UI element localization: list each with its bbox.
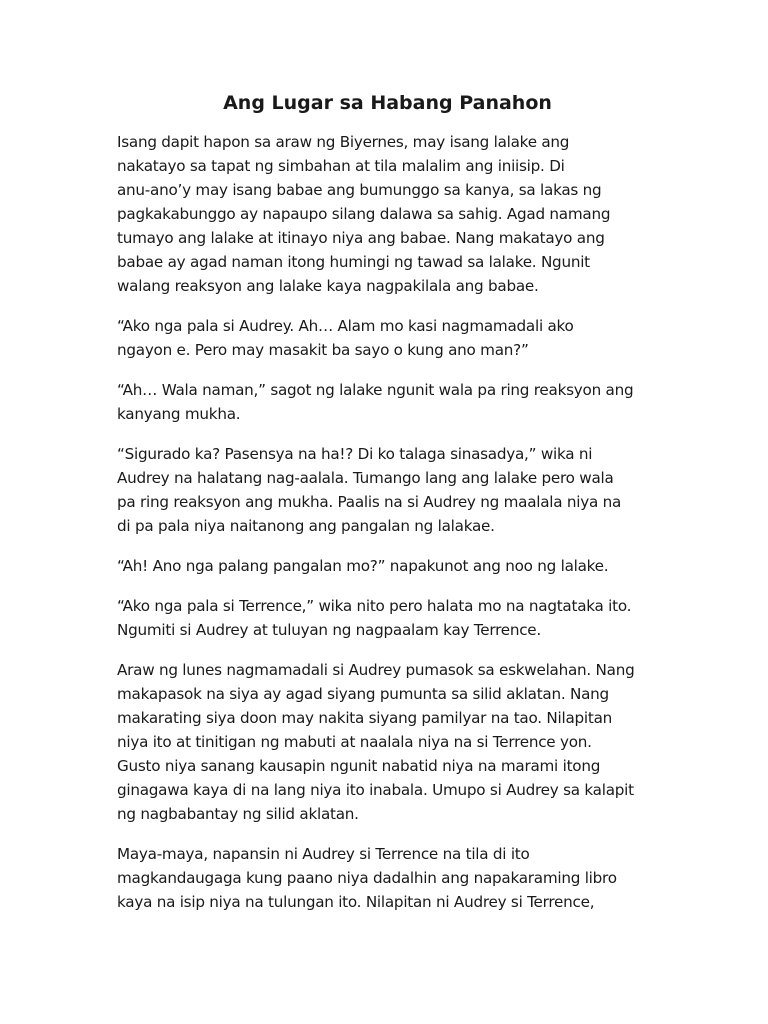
paragraph-line: Gusto niya sanang kausapin ngunit nabatid niya na marami itong — [117, 757, 601, 775]
paragraph-line: “Ako nga pala si Terrence,” wika nito pero halata mo na nagtataka ito. — [117, 597, 632, 615]
paragraph-line: walang reaksyon ang lalake kaya nagpakilala ang babae. — [117, 277, 539, 295]
paragraph-line: tumayo ang lalake at itinayo niya ang babae. Nang makatayo ang — [117, 229, 605, 247]
paragraph-line: babae ay agad naman itong humingi ng tawad sa lalake. Ngunit — [117, 253, 590, 271]
paragraph-line: ng nagbabantay ng silid aklatan. — [117, 805, 359, 823]
paragraph-2 — [117, 314, 658, 362]
paragraph-5 — [117, 554, 658, 578]
paragraph-line: di pa pala niya naitanong ang pangalan ng lalakae. — [117, 517, 495, 535]
paragraph-line: ngayon e. Pero may masakit ba sayo o kung ano man?” — [117, 341, 529, 359]
paragraph-line: makapasok na siya ay agad siyang pumunta sa silid aklatan. Nang — [117, 685, 609, 703]
paragraph-1 — [117, 130, 658, 298]
paragraph-line: Audrey na halatang nag-aalala. Tumango lang ang lalake pero wala — [117, 469, 614, 487]
paragraph-3 — [117, 378, 658, 426]
paragraph-line: nakatayo sa tapat ng simbahan at tila malalim ang iniisip. Di — [117, 157, 565, 175]
paragraph-8 — [117, 842, 658, 914]
paragraph-line: “Ako nga pala si Audrey. Ah… Alam mo kasi nagmamadali ako — [117, 317, 574, 335]
paragraph-line: “Sigurado ka? Pasensya na ha!? Di ko talaga sinasadya,” wika ni — [117, 445, 593, 463]
paragraph-line: kaya na isip niya na tulungan ito. Nilapitan ni Audrey si Terrence, — [117, 893, 595, 911]
paragraph-line: Araw ng lunes nagmamadali si Audrey pumasok sa eskwelahan. Nang — [117, 661, 635, 679]
paragraph-line: pagkakabunggo ay napaupo silang dalawa sa sahig. Agad namang — [117, 205, 611, 223]
document-title: Ang Lugar sa Habang Panahon — [223, 92, 552, 114]
paragraph-line: Isang dapit hapon sa araw ng Biyernes, may isang lalake ang — [117, 133, 570, 151]
paragraph-line: “Ah… Wala naman,” sagot ng lalake ngunit wala pa ring reaksyon ang — [117, 381, 634, 399]
paragraph-line: ginagawa kaya di na lang niya ito inabala. Umupo si Audrey sa kalapit — [117, 781, 634, 799]
paragraph-line: niya ito at tinitigan ng mabuti at naalala niya na si Terrence yon. — [117, 733, 592, 751]
paragraph-line: “Ah! Ano nga palang pangalan mo?” napakunot ang noo ng lalake. — [117, 557, 609, 575]
paragraph-line: Ngumiti si Audrey at tuluyan ng nagpaalam kay Terrence. — [117, 621, 541, 639]
paragraph-line: makarating siya doon may nakita siyang pamilyar na tao. Nilapitan — [117, 709, 613, 727]
paragraph-6 — [117, 594, 658, 642]
paragraph-line: kanyang mukha. — [117, 405, 241, 423]
paragraph-4 — [117, 442, 658, 538]
paragraph-line: magkandaugaga kung paano niya dadalhin ang napakaraming libro — [117, 869, 617, 887]
paragraph-line: anu-ano’y may isang babae ang bumunggo sa kanya, sa lakas ng — [117, 181, 602, 199]
paragraph-line: pa ring reaksyon ang mukha. Paalis na si Audrey ng maalala niya na — [117, 493, 622, 511]
paragraph-line: Maya-maya, napansin ni Audrey si Terrence na tila di ito — [117, 845, 530, 863]
paragraph-7 — [117, 658, 658, 826]
